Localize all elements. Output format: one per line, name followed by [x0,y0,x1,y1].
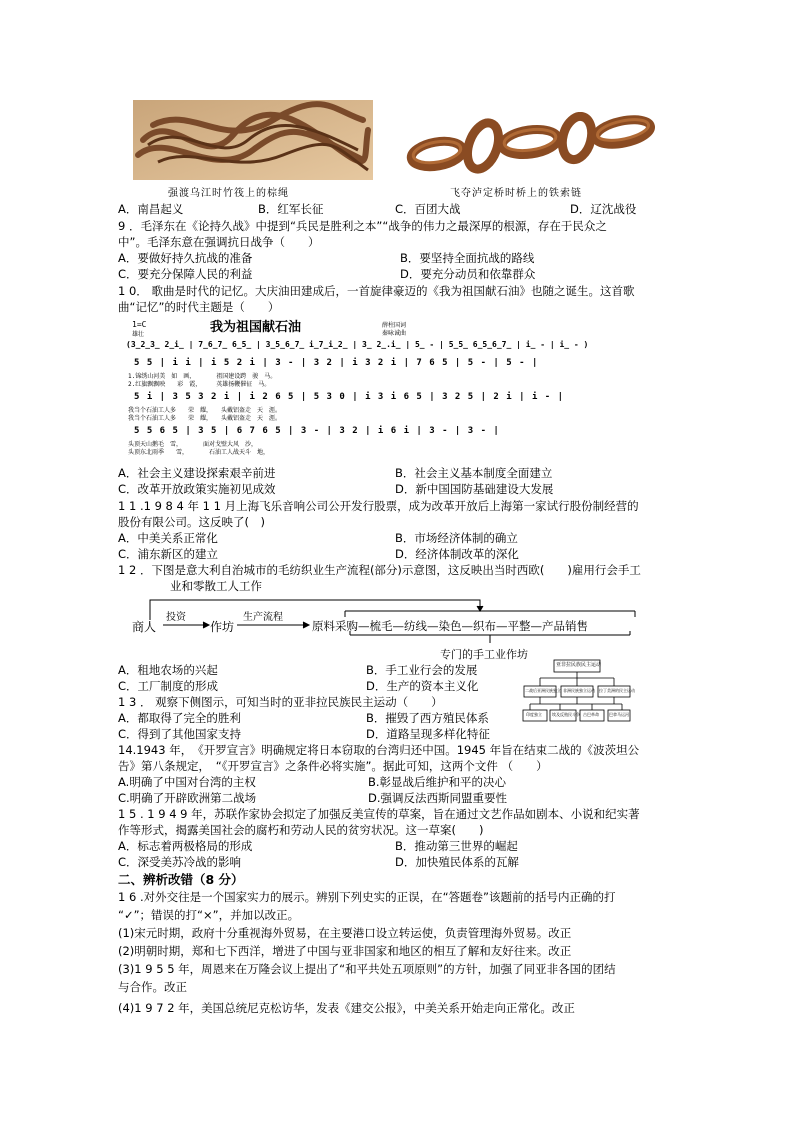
flow-workshop: 作坊 [210,620,235,634]
q11-option-d: D．经济体制改革的深化 [395,547,519,561]
q16-item-3-line2: 与合作。改正 [118,980,187,994]
song-row3-notes: 5 5 6 5 | 3 5 | 6 7 6 5 | 3 - | 3 2 | i 6 i | 3 - | 3 - | [134,426,500,436]
q8-option-b: B．红军长征 [258,202,324,216]
q11-option-c: C．浦东新区的建立 [118,547,219,561]
q14-option-b: B.彰显战后维护和平的决心 [368,775,507,789]
q10-option-b: B．社会主义基本制度全面建立 [395,466,553,480]
q12-option-d: D．生产的资本主义化 [366,679,479,693]
q11-option-b: B．市场经济体制的确立 [395,531,518,545]
q9-stem-1: 9 ．毛泽东在《论持久战》中提到“兵民是胜利之本”“战争的伟力之最深厚的根源，存在于民众之 [118,219,607,233]
q12-option-b: B．手工业行会的发展 [366,663,478,677]
song-row2-lyric1: 我当个石油工人多 荣 耀， 头戴铝盔走 天 涯。 [128,407,282,414]
song-title: 我为祖国献石油 [210,320,302,335]
q14-stem-1: 14.1943 年， 《开罗宣言》明确规定将日本窃取的台湾归还中国。1945 年旨在结束二战的《波茨坦公 [118,743,640,757]
song-row2-notes: 5 i | 3 5 3 2 i | i 2 6 5 | 5 3 0 | i 3 i 6 5 | 3 2 5 | 2 i | i - | [134,392,565,402]
diagram-bot-3: 古巴革命 [583,712,599,717]
q12-stem-1: 1 2 ．下图是意大利自治城市的毛纺织业生产流程(部分)示意图，这反映出当时西欧( )雇用行会手工 [118,563,641,577]
q10-option-d: D．新中国国防基础建设大发展 [395,482,554,496]
song-tempo: 雄壮 [132,331,145,338]
q10-option-a: A．社会主义建设探索艰辛前进 [118,466,276,480]
q16-stem-1: 1 6 .对外交往是一个国家实力的展示。辨别下列史实的正误，在“答题卷”该题前的括号内正确的打 [118,890,616,904]
q16-item-4: (4)1 9 7 2 年，美国总统尼克松访华，发表《建交公报》，中美关系开始走向正常化。改正 [118,1001,575,1015]
q15-option-b: B．推动第三世界的崛起 [395,839,518,853]
q9-option-c: C．要充分保障人民的利益 [118,267,253,281]
q15-option-d: D．加快殖民体系的瓦解 [395,855,519,869]
q12-stem-2: 业和零散工人工作 [170,579,262,593]
flow-process-label: 生产流程 [243,612,283,623]
song-row1-notes: 5 5 | i i | i 5 2 i | 3 - | 3 2 | i 3 2 i | 7 6 5 | 5 - | 5 - | [134,358,539,368]
diagram-bot-1: 印度独立 [526,712,542,717]
q15-option-c: C．深受美苏冷战的影响 [118,855,242,869]
flow-steps: 原料采购—梳毛—纺线—染色—织布—平整—产品销售 [312,619,588,633]
q11-option-a: A．中美关系正常化 [118,531,218,545]
chain-photo [405,112,660,174]
q14-stem-2: 告》第八条规定， “《开罗宣言》之条件必将实施”。据此可知，这两个文件 （ ） [118,759,548,773]
song-row3-lyric1: 头顶天山鹅毛 雪， 面对戈壁大风 沙， [128,441,258,448]
q10-option-c: C．改革开放政策实施初见成效 [118,482,276,496]
song-intro: (3̲2̲3̲ 2̲i̲ | 7̲6̲7̲ 6̲5̲ | 3̲5̲6̲7̲ i̲7̲i̲2̲ | 3̲ 2̲.i̲ | 5̲ - | 5̲5̲ 6̲5̲6̲7̲ | i̲ - | i̲ - ) [126,340,589,349]
flow-special-workshop: 专门的手工业作坊 [440,648,528,661]
flow-merchant: 商人 [132,620,157,634]
q16-stem-2: “✓”；错误的打“×”，并加以改正。 [118,908,300,922]
song-row2-lyric2: 我当个石油工人多 荣 耀， 头戴铝盔走 天 涯。 [128,415,282,422]
rope-photo [133,100,373,180]
section-2-title: 二、辨析改错（8 分） [118,872,244,887]
q9-option-a: A．要做好持久抗战的准备 [118,251,253,265]
song-row3-lyric2: 头顶东北雨季 雪， 石油工人战天斗 地， [128,449,270,456]
q8-option-c: C．百团大战 [395,202,461,216]
song-key: 1=C [132,320,147,329]
q13-option-b: B．摧毁了西方殖民体系 [366,711,489,725]
q16-item-1: (1)宋元时期，政府十分重视海外贸易，在主要港口设立转运使，负责管理海外贸易。改正 [118,926,572,940]
q12-option-c: C．工厂制度的形成 [118,679,219,693]
q14-option-d: D.强调反法西斯同盟重要性 [368,791,508,805]
q9-stem-2: 中”。毛泽东意在强调抗日战争（ ） [118,235,320,249]
diagram-mid-3: 拉丁美洲的民主运动 [599,688,635,693]
q9-option-b: B．要坚持全面抗战的路线 [400,251,535,265]
q11-stem-2: 股份有限公司。这反映了( ) [118,515,265,529]
q13-stem: 1 3 ． 观察下侧图示，可知当时的亚非拉民族民主运动（ ） [118,695,443,709]
diagram-bot-4: 巴拿马运河 [609,712,629,717]
q10-stem-2: 曲“记忆”的时代主题是（ ） [118,300,280,314]
q14-option-a: A.明确了中国对台湾的主权 [118,775,256,789]
q15-option-a: A．标志着两极格局的形成 [118,839,253,853]
song-row1-lyric1: 1.锦绣山河美 如 画， 祖国建设跨 骏 马。 [128,373,277,380]
rope-caption: 强渡乌江时竹筏上的棕绳 [168,188,289,199]
q16-item-2: (2)明朝时期，郑和七下西洋，增进了中国与亚非国家和地区的相互了解和友好往来。改正 [118,944,572,958]
q13-option-d: D．道路呈现多样化特征 [366,727,490,741]
diagram-mid-2: 非洲民族独立运动 [563,688,595,693]
q13-option-c: C．得到了其他国家支持 [118,727,242,741]
q13-option-a: A．都取得了完全的胜利 [118,711,241,725]
song-score [120,316,589,456]
q14-option-c: C.明确了开辟欧洲第二战场 [118,791,257,805]
q15-stem-2: 作等形式，揭露美国社会的腐朽和劳动人民的贫穷状况。这一草案( ) [118,823,484,837]
q8-option-d: D．辽沈战役 [570,202,637,216]
q15-stem-1: 1 5 . 1 9 4 9 年，苏联作家协会拟定了加强反美宣传的草案，旨在通过文艺作品如剧本、小说和纪实著 [118,807,640,821]
song-credit-music: 秦咏诚曲 [382,330,407,337]
diagram-bot-2: 埃及反殖民斗争 [552,712,580,717]
song-row1-lyric2: 2.红旗飘飘映 彩 霞， 英雄扬鞭催征 马。 [128,381,271,388]
q11-stem-1: 1 1 .1 9 8 4 年 1 1 月上海飞乐音响公司公开发行股票，成为改革开放后上海第一家试行股份制经营的 [118,499,639,513]
chain-caption: 飞夺泸定桥时桥上的铁索链 [450,188,582,199]
diagram-mid-1: 二战后亚洲民族独立 [525,688,561,693]
song-credit-lyrics: 薛柱国词 [382,322,407,329]
q12-option-a: A．租地农场的兴起 [118,663,218,677]
q9-option-d: D．要充分动员和依靠群众 [400,267,536,281]
q8-option-a: A．南昌起义 [118,202,184,216]
flow-invest-label: 投资 [166,612,186,623]
diagram-top: 亚非拉民族民主运动 [556,662,602,668]
q16-item-3-line1: (3)1 9 5 5 年，周恩来在万隆会议上提出了“和平共处五项原则”的方针，加强了同亚非各国的团结 [118,962,616,976]
q10-stem-1: 1 0． 歌曲是时代的记忆。大庆油田建成后，一首旋律豪迈的《我为祖国献石油》也随之诞生。这首歌 [118,284,635,298]
